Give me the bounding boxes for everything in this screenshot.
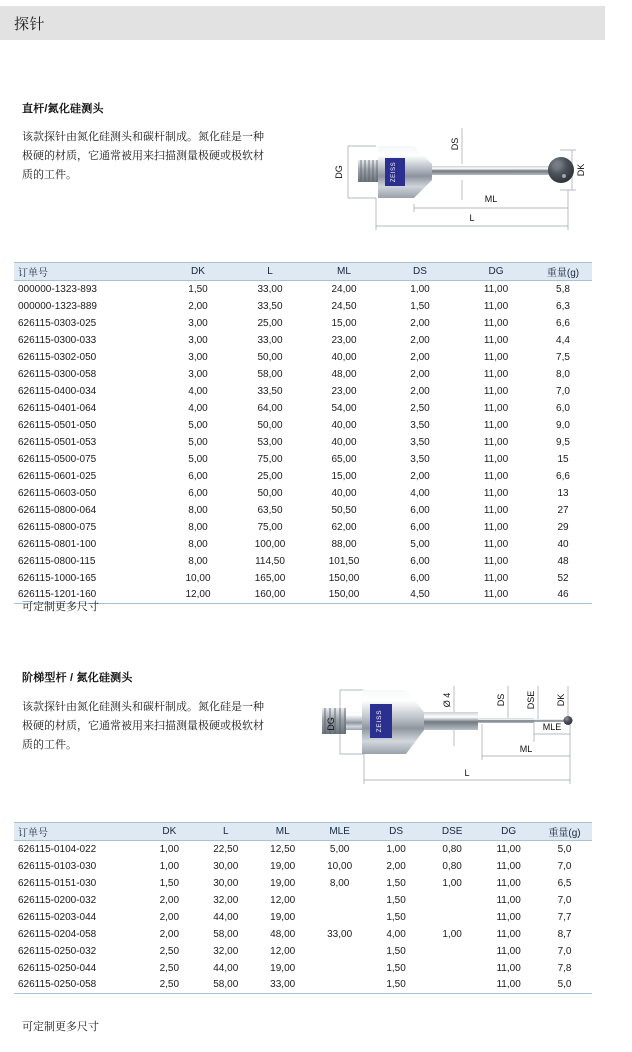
value-cell: 5,00 bbox=[329, 843, 350, 855]
value-cell: 2,50 bbox=[410, 402, 430, 414]
value-cell: 22,50 bbox=[213, 843, 239, 855]
value-cell: 1,00 bbox=[442, 877, 462, 889]
value-cell: 5,00 bbox=[188, 419, 208, 431]
section-1-title: 直杆/氮化硅测头 bbox=[22, 103, 104, 115]
value-cell: 10,00 bbox=[185, 572, 211, 584]
order-number-cell: 626115-0303-025 bbox=[18, 317, 97, 329]
order-number-cell: 626115-0800-115 bbox=[18, 555, 96, 567]
order-number-cell: 626115-1000-165 bbox=[18, 572, 97, 584]
value-cell: 11,00 bbox=[483, 521, 509, 533]
stylus-straight-drawing bbox=[328, 108, 628, 238]
value-cell: 23,00 bbox=[331, 334, 357, 346]
value-cell: 1,50 bbox=[159, 877, 180, 889]
order-number-cell: 626115-0603-050 bbox=[18, 487, 97, 499]
value-cell: 5,0 bbox=[557, 843, 572, 855]
column-header-dk: DK bbox=[162, 263, 234, 281]
column-header-ds: DS bbox=[368, 823, 424, 841]
value-cell: 29 bbox=[557, 521, 569, 533]
value-cell: 6,5 bbox=[557, 877, 572, 889]
column-header-ml: ML bbox=[254, 823, 311, 841]
value-cell: 3,50 bbox=[410, 436, 430, 448]
order-number-cell: 626115-0250-044 bbox=[18, 962, 97, 974]
value-cell: 11,00 bbox=[458, 587, 534, 604]
table-row bbox=[14, 926, 592, 943]
value-cell: 5,00 bbox=[410, 538, 430, 550]
value-cell: 11,00 bbox=[483, 385, 509, 397]
value-cell: 63,50 bbox=[257, 504, 283, 516]
value-cell: 165,00 bbox=[254, 572, 286, 584]
value-cell: 6,00 bbox=[410, 504, 430, 516]
value-cell: 5,0 bbox=[537, 977, 592, 994]
value-cell: 8,7 bbox=[557, 928, 572, 940]
table-row bbox=[14, 417, 592, 434]
value-cell: 50,50 bbox=[331, 504, 357, 516]
column-header-: 订单号 bbox=[14, 823, 141, 841]
value-cell: 46 bbox=[534, 587, 592, 604]
table-1-header-row bbox=[14, 263, 592, 281]
value-cell: 1,50 bbox=[386, 894, 406, 906]
value-cell: 6,00 bbox=[410, 555, 430, 567]
table-row bbox=[14, 485, 592, 502]
svg-text:DS: DS bbox=[450, 137, 460, 151]
column-header-dg: DG bbox=[458, 263, 534, 281]
value-cell: 32,00 bbox=[213, 945, 239, 957]
value-cell: 23,00 bbox=[331, 385, 357, 397]
value-cell: 88,00 bbox=[331, 538, 357, 550]
value-cell: 3,00 bbox=[188, 351, 208, 363]
table-row bbox=[14, 841, 592, 858]
value-cell: 11,00 bbox=[496, 911, 521, 923]
value-cell: 65,00 bbox=[331, 453, 357, 465]
value-cell: 0,80 bbox=[442, 860, 462, 872]
value-cell: 11,00 bbox=[496, 928, 521, 940]
value-cell: 2,00 bbox=[410, 317, 430, 329]
value-cell: 8,0 bbox=[556, 368, 570, 380]
svg-text:DK: DK bbox=[556, 693, 566, 707]
value-cell: 3,00 bbox=[188, 317, 208, 329]
value-cell: 48,00 bbox=[270, 928, 296, 940]
value-cell: 2,50 bbox=[141, 977, 197, 994]
value-cell: 32,00 bbox=[213, 894, 239, 906]
value-cell: 30,00 bbox=[213, 860, 239, 872]
value-cell: 1,00 bbox=[442, 928, 462, 940]
value-cell: 11,00 bbox=[483, 334, 509, 346]
value-cell: 11,00 bbox=[483, 470, 509, 482]
value-cell: 4,00 bbox=[410, 487, 430, 499]
value-cell: 11,00 bbox=[496, 945, 521, 957]
value-cell: 19,00 bbox=[270, 860, 296, 872]
value-cell bbox=[311, 892, 368, 909]
table-row bbox=[14, 332, 592, 349]
value-cell: 40,00 bbox=[331, 487, 357, 499]
section-2-title: 阶梯型杆 / 氮化硅测头 bbox=[22, 672, 133, 684]
column-header-ds: DS bbox=[382, 263, 458, 281]
order-number-cell: 626115-0103-030 bbox=[18, 860, 97, 872]
value-cell: 11,00 bbox=[483, 351, 509, 363]
value-cell: 9,0 bbox=[556, 419, 570, 431]
table-row bbox=[14, 315, 592, 332]
page-title: 探针 bbox=[14, 15, 46, 33]
value-cell: 11,00 bbox=[496, 894, 521, 906]
value-cell: 40,00 bbox=[331, 419, 357, 431]
value-cell bbox=[311, 977, 368, 994]
value-cell: 6,00 bbox=[188, 487, 208, 499]
value-cell: 33,50 bbox=[257, 300, 283, 312]
value-cell: 6,6 bbox=[556, 317, 570, 329]
value-cell bbox=[311, 943, 368, 960]
value-cell: 4,50 bbox=[382, 587, 458, 604]
value-cell: 7,0 bbox=[557, 894, 572, 906]
value-cell: 11,00 bbox=[483, 555, 509, 567]
table-row bbox=[14, 298, 592, 315]
value-cell: 58,00 bbox=[257, 368, 283, 380]
value-cell: 2,00 bbox=[188, 300, 208, 312]
table-2-header bbox=[14, 823, 592, 841]
value-cell: 58,00 bbox=[213, 928, 239, 940]
value-cell: 19,00 bbox=[270, 962, 296, 974]
value-cell: 33,00 bbox=[327, 928, 353, 940]
svg-text:ML: ML bbox=[519, 744, 533, 754]
table-row bbox=[14, 434, 592, 451]
value-cell: 1,50 bbox=[410, 300, 430, 312]
value-cell: 12,00 bbox=[270, 894, 296, 906]
specification-table-stepped bbox=[14, 822, 592, 994]
value-cell: 75,00 bbox=[257, 521, 283, 533]
value-cell: 1,00 bbox=[159, 843, 180, 855]
table-row bbox=[14, 502, 592, 519]
table-row bbox=[14, 536, 592, 553]
svg-text:DG: DG bbox=[334, 165, 344, 179]
value-cell: 7,0 bbox=[557, 945, 572, 957]
column-header-: 订单号 bbox=[14, 263, 162, 281]
value-cell: 40 bbox=[557, 538, 569, 550]
svg-text:DG: DG bbox=[326, 717, 336, 731]
value-cell: 4,00 bbox=[188, 385, 208, 397]
svg-text:ML: ML bbox=[484, 194, 498, 204]
value-cell bbox=[424, 943, 480, 960]
table-1-header bbox=[14, 263, 592, 281]
value-cell: 11,00 bbox=[483, 368, 509, 380]
value-cell: 150,00 bbox=[306, 587, 382, 604]
value-cell: 4,00 bbox=[188, 402, 208, 414]
table-row bbox=[14, 451, 592, 468]
table-2-header-row bbox=[14, 823, 592, 841]
column-header-dk: DK bbox=[141, 823, 197, 841]
table-row bbox=[14, 858, 592, 875]
value-cell: 9,5 bbox=[556, 436, 570, 448]
svg-text:DK: DK bbox=[576, 163, 586, 177]
value-cell: 54,00 bbox=[331, 402, 357, 414]
value-cell: 48 bbox=[557, 555, 569, 567]
value-cell: 2,00 bbox=[410, 470, 430, 482]
svg-text:Ø 4: Ø 4 bbox=[442, 692, 452, 708]
value-cell: 2,00 bbox=[159, 911, 180, 923]
value-cell: 11,00 bbox=[483, 419, 509, 431]
table-row bbox=[14, 977, 592, 994]
order-number-cell: 626115-0800-064 bbox=[18, 504, 97, 516]
page-header-bar bbox=[0, 6, 605, 40]
value-cell: 11,00 bbox=[496, 962, 521, 974]
value-cell: 48,00 bbox=[331, 368, 357, 380]
value-cell: 6,0 bbox=[556, 402, 570, 414]
value-cell: 33,00 bbox=[254, 977, 311, 994]
value-cell bbox=[424, 960, 480, 977]
value-cell: 11,00 bbox=[483, 300, 509, 312]
value-cell: 12,00 bbox=[162, 587, 234, 604]
value-cell: 62,00 bbox=[331, 521, 357, 533]
value-cell: 2,00 bbox=[159, 894, 180, 906]
value-cell: 5,00 bbox=[188, 436, 208, 448]
stylus-stepped-drawing bbox=[322, 668, 628, 794]
value-cell: 1,50 bbox=[386, 877, 406, 889]
value-cell: 11,00 bbox=[483, 402, 509, 414]
order-number-cell: 626115-0204-058 bbox=[18, 928, 97, 940]
value-cell: 2,50 bbox=[159, 962, 180, 974]
column-header-mle: MLE bbox=[311, 823, 368, 841]
value-cell: 58,00 bbox=[197, 977, 254, 994]
value-cell: 7,5 bbox=[556, 351, 570, 363]
value-cell: 7,0 bbox=[557, 860, 572, 872]
value-cell: 7,7 bbox=[557, 911, 572, 923]
value-cell bbox=[424, 892, 480, 909]
value-cell: 64,00 bbox=[257, 402, 283, 414]
value-cell bbox=[311, 960, 368, 977]
value-cell: 6,3 bbox=[556, 300, 570, 312]
svg-text:L: L bbox=[464, 768, 470, 778]
value-cell: 1,50 bbox=[386, 945, 406, 957]
value-cell: 6,00 bbox=[410, 572, 430, 584]
section-1-footnote: 可定制更多尺寸 bbox=[22, 601, 99, 613]
value-cell: 2,00 bbox=[386, 860, 406, 872]
order-number-cell: 626115-0300-058 bbox=[18, 368, 97, 380]
table-row bbox=[14, 909, 592, 926]
value-cell: 114,50 bbox=[255, 555, 285, 567]
svg-text:MLE: MLE bbox=[542, 722, 562, 732]
value-cell: 2,00 bbox=[159, 928, 180, 940]
value-cell: 53,00 bbox=[257, 436, 283, 448]
value-cell: 40,00 bbox=[331, 436, 357, 448]
value-cell: 50,00 bbox=[257, 487, 283, 499]
value-cell: 4,4 bbox=[556, 334, 570, 346]
table-row bbox=[14, 875, 592, 892]
value-cell: 6,6 bbox=[556, 470, 570, 482]
value-cell: 11,00 bbox=[483, 538, 509, 550]
order-number-cell: 626115-1201-160 bbox=[14, 587, 162, 604]
value-cell: 5,8 bbox=[556, 283, 570, 295]
value-cell bbox=[424, 909, 480, 926]
order-number-cell: 626115-0203-044 bbox=[18, 911, 97, 923]
order-number-cell: 626115-0501-053 bbox=[18, 436, 97, 448]
value-cell: 100,00 bbox=[254, 538, 286, 550]
column-header-dg: DG bbox=[480, 823, 537, 841]
value-cell: 8,00 bbox=[329, 877, 350, 889]
value-cell: 2,00 bbox=[410, 368, 430, 380]
column-header-g: 重量(g) bbox=[534, 263, 592, 281]
table-2-body bbox=[14, 841, 592, 994]
value-cell bbox=[311, 909, 368, 926]
value-cell: 24,00 bbox=[331, 283, 357, 295]
table-row bbox=[14, 383, 592, 400]
value-cell: 11,00 bbox=[496, 860, 521, 872]
table-row bbox=[14, 366, 592, 383]
value-cell: 25,00 bbox=[257, 317, 283, 329]
section-1-description: 该款探针由氮化硅测头和碳杆制成。氮化硅是一种极硬的材质，它通常被用来扫描测量极硬或极软材质的工件。 bbox=[22, 131, 264, 181]
order-number-cell: 626115-0401-064 bbox=[18, 402, 97, 414]
order-number-cell: 626115-0400-034 bbox=[18, 385, 97, 397]
value-cell: 33,50 bbox=[257, 385, 283, 397]
value-cell: 11,00 bbox=[483, 504, 509, 516]
value-cell: 13 bbox=[557, 487, 569, 499]
svg-text:DSE: DSE bbox=[526, 690, 536, 710]
value-cell: 75,00 bbox=[257, 453, 283, 465]
value-cell: 11,00 bbox=[483, 436, 509, 448]
value-cell: 3,50 bbox=[410, 453, 430, 465]
svg-text:L: L bbox=[469, 213, 475, 223]
value-cell bbox=[424, 977, 480, 994]
value-cell: 50,00 bbox=[257, 351, 283, 363]
value-cell: 1,50 bbox=[386, 911, 406, 923]
table-row bbox=[14, 587, 592, 604]
value-cell: 1,00 bbox=[386, 843, 406, 855]
value-cell: 27 bbox=[557, 504, 569, 516]
specification-table-straight bbox=[14, 262, 592, 604]
value-cell: 1,50 bbox=[368, 977, 424, 994]
value-cell: 3,00 bbox=[188, 334, 208, 346]
value-cell: 8,00 bbox=[188, 555, 208, 567]
svg-text:DS: DS bbox=[496, 693, 506, 707]
value-cell: 160,00 bbox=[234, 587, 306, 604]
table-row bbox=[14, 400, 592, 417]
value-cell: 2,50 bbox=[159, 945, 180, 957]
table-1-body bbox=[14, 281, 592, 604]
table-row bbox=[14, 892, 592, 909]
table-row bbox=[14, 960, 592, 977]
value-cell: 1,50 bbox=[188, 283, 208, 295]
column-header-l: L bbox=[197, 823, 254, 841]
value-cell: 4,00 bbox=[386, 928, 406, 940]
value-cell: 25,00 bbox=[257, 470, 283, 482]
value-cell: 12,00 bbox=[270, 945, 296, 957]
value-cell: 44,00 bbox=[213, 962, 239, 974]
value-cell: 7,8 bbox=[557, 962, 572, 974]
value-cell: 19,00 bbox=[270, 911, 296, 923]
value-cell: 12,50 bbox=[270, 843, 296, 855]
value-cell: 52 bbox=[557, 572, 569, 584]
order-number-cell: 626115-0800-075 bbox=[18, 521, 97, 533]
value-cell: 11,00 bbox=[483, 283, 509, 295]
value-cell: 19,00 bbox=[270, 877, 296, 889]
order-number-cell: 626115-0801-100 bbox=[18, 538, 97, 550]
order-number-cell: 626115-0500-075 bbox=[18, 453, 97, 465]
value-cell: 11,00 bbox=[483, 487, 509, 499]
value-cell: 24,50 bbox=[331, 300, 357, 312]
value-cell: 2,00 bbox=[410, 385, 430, 397]
table-row bbox=[14, 349, 592, 366]
order-number-cell: 626115-0302-050 bbox=[18, 351, 97, 363]
value-cell: 11,00 bbox=[496, 877, 521, 889]
value-cell: 40,00 bbox=[331, 351, 357, 363]
order-number-cell: 626115-0200-032 bbox=[18, 894, 97, 906]
value-cell: 3,50 bbox=[410, 419, 430, 431]
value-cell: 11,00 bbox=[483, 572, 509, 584]
value-cell: 15,00 bbox=[331, 317, 357, 329]
value-cell: 33,00 bbox=[257, 283, 283, 295]
table-row bbox=[14, 519, 592, 536]
value-cell: 150,00 bbox=[328, 572, 360, 584]
order-number-cell: 626115-0104-022 bbox=[18, 843, 97, 855]
column-header-l: L bbox=[234, 263, 306, 281]
value-cell: 5,00 bbox=[188, 453, 208, 465]
table-row bbox=[14, 943, 592, 960]
value-cell: 0,80 bbox=[442, 843, 462, 855]
section-2-footnote: 可定制更多尺寸 bbox=[22, 1021, 99, 1033]
order-number-cell: 626115-0250-032 bbox=[18, 945, 97, 957]
table-row bbox=[14, 570, 592, 587]
value-cell: 33,00 bbox=[257, 334, 283, 346]
value-cell: 8,00 bbox=[188, 521, 208, 533]
value-cell: 30,00 bbox=[213, 877, 239, 889]
value-cell: 44,00 bbox=[213, 911, 239, 923]
value-cell: 8,00 bbox=[188, 538, 208, 550]
value-cell: 101,50 bbox=[328, 555, 360, 567]
column-header-dse: DSE bbox=[424, 823, 480, 841]
svg-text:ZEISS: ZEISS bbox=[391, 161, 397, 183]
value-cell: 50,00 bbox=[257, 419, 283, 431]
value-cell: 15,00 bbox=[331, 470, 357, 482]
table-row bbox=[14, 281, 592, 298]
order-number-cell: 000000-1323-889 bbox=[18, 300, 97, 312]
value-cell: 15 bbox=[557, 453, 569, 465]
value-cell: 2,00 bbox=[410, 334, 430, 346]
order-number-cell: 000000-1323-893 bbox=[18, 283, 97, 295]
table-row bbox=[14, 468, 592, 485]
value-cell: 6,00 bbox=[410, 521, 430, 533]
value-cell: 1,00 bbox=[410, 283, 430, 295]
value-cell: 1,00 bbox=[159, 860, 180, 872]
value-cell: 11,00 bbox=[480, 977, 537, 994]
order-number-cell: 626115-0250-058 bbox=[14, 977, 141, 994]
order-number-cell: 626115-0601-025 bbox=[18, 470, 97, 482]
column-header-g: 重量(g) bbox=[537, 823, 592, 841]
value-cell: 11,00 bbox=[496, 843, 521, 855]
value-cell: 8,00 bbox=[188, 504, 208, 516]
table-row bbox=[14, 553, 592, 570]
svg-text:ZEISS: ZEISS bbox=[376, 709, 383, 733]
value-cell: 10,00 bbox=[327, 860, 353, 872]
column-header-ml: ML bbox=[306, 263, 382, 281]
value-cell: 2,00 bbox=[410, 351, 430, 363]
value-cell: 1,50 bbox=[386, 962, 406, 974]
section-2-description: 该款探针由氮化硅测头和碳杆制成。氮化硅是一种极硬的材质，它通常被用来扫描测量极硬或极软材质的工件。 bbox=[22, 701, 264, 751]
value-cell: 11,00 bbox=[483, 317, 509, 329]
value-cell: 6,00 bbox=[188, 470, 208, 482]
order-number-cell: 626115-0501-050 bbox=[18, 419, 97, 431]
value-cell: 11,00 bbox=[483, 453, 509, 465]
order-number-cell: 626115-0300-033 bbox=[18, 334, 97, 346]
order-number-cell: 626115-0151-030 bbox=[18, 877, 97, 889]
value-cell: 3,00 bbox=[188, 368, 208, 380]
value-cell: 7,0 bbox=[556, 385, 570, 397]
